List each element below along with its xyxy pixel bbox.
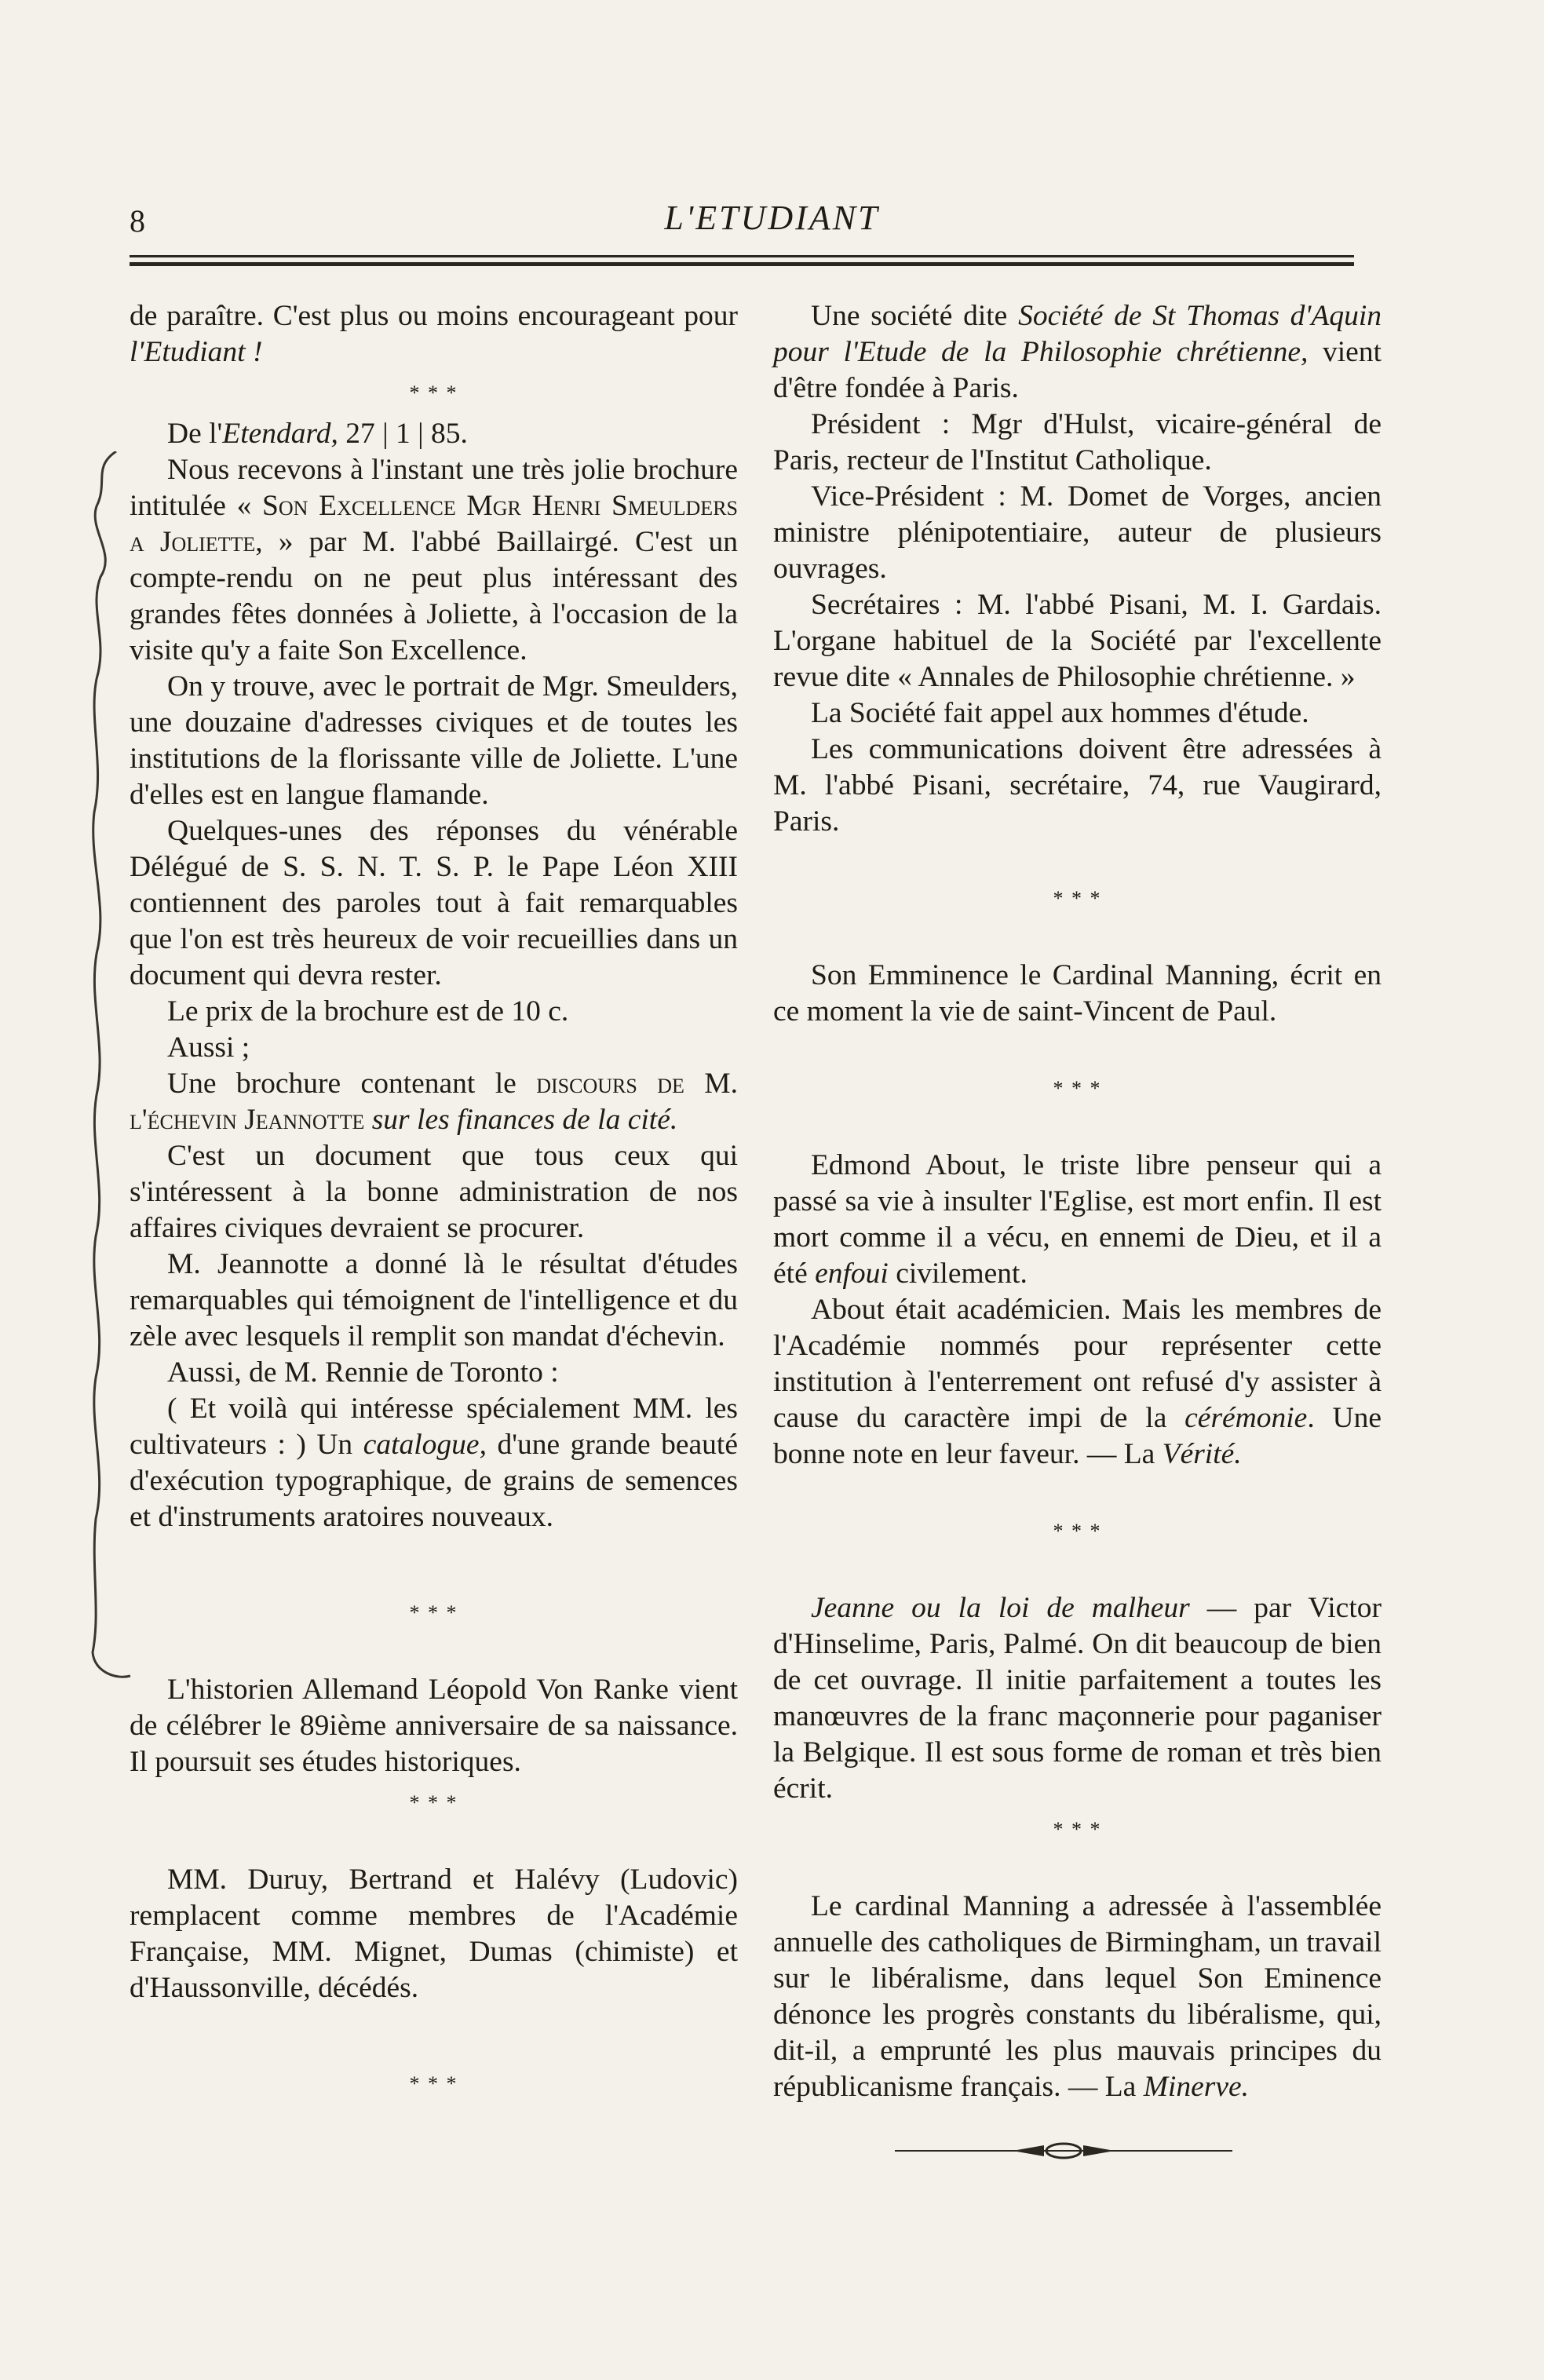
paragraph: Une société dite Société de St Thomas d'Aquin pour l'Etude de la Philosophie chrétienne, vient d'être fondée à Paris.	[773, 300, 1382, 404]
section-stars: * * *	[1053, 1818, 1102, 1841]
paragraph: Secrétaires : M. l'abbé Pisani, M. I. Gardais. L'organe habituel de la Société par l'excellente revue dite « Annales de Philosophie chrétienne. »	[773, 589, 1382, 693]
section-stars: * * *	[1053, 887, 1102, 910]
paragraph: Jeanne ou la loi de malheur — par Victor d'Hinselime, Paris, Palmé. On dit beaucoup de bien de cet ouvrage. Il initie parfaitement a toutes les manœuvres de la franc maçonnerie pour paganiser la Belgique. Il est sous forme de roman et très bien écrit.	[773, 1592, 1382, 1805]
section-stars: * * *	[409, 381, 458, 404]
paragraph: Président : Mgr d'Hulst, vicaire-général de Paris, recteur de l'Institut Catholique.	[773, 408, 1382, 476]
left-column	[130, 298, 738, 2107]
paragraph: Le prix de la brochure est de 10 c.	[167, 995, 569, 1028]
paragraph: MM. Duruy, Bertrand et Halévy (Ludovic) remplacent comme membres de l'Académie Française, MM. Mignet, Dumas (chimiste) et d'Haussonville, décédés.	[130, 1863, 738, 2004]
paragraph: M. Jeannotte a donné là le résultat d'études remarquables qui témoignent de l'intelligence et du zèle avec lesquels il remplit son mandat d'échevin.	[130, 1248, 738, 1352]
paragraph: About était académicien. Mais les membres de l'Académie nommés pour représenter cette institution à l'enterrement ont refusé d'y assister à cause du caractère impi de la cérémonie. Une bonne note en leur faveur. — La Vérité.	[773, 1294, 1382, 1470]
paragraph: C'est un document que tous ceux qui s'intéressent à la bonne administration de nos affaires civiques devraient se procurer.	[130, 1140, 738, 1244]
section-stars: * * *	[409, 2072, 458, 2095]
section-stars: * * *	[409, 1601, 458, 1624]
section-stars: * * *	[1053, 1077, 1102, 1100]
paragraph: ( Et voilà qui intéresse spécialement MM. les cultivateurs : ) Un catalogue, d'une grande beauté d'exécution typographique, de grains de semences et d'instruments aratoires nouveaux.	[130, 1393, 738, 1533]
page-number: 8	[130, 203, 145, 239]
section-stars: * * *	[1053, 1520, 1102, 1542]
paragraph: L'historien Allemand Léopold Von Ranke vient de célébrer le 89ième anniversaire de sa naissance. Il poursuit ses études historiques.	[130, 1674, 738, 1778]
paragraph: Aussi, de M. Rennie de Toronto :	[167, 1356, 559, 1389]
paragraph: Nous recevons à l'instant une très jolie brochure intitulée « Son Excellence Mgr Henri Smeulders a Joliette, » par M. l'abbé Baillairgé. C'est un compte-rendu on ne peut plus intéressant des grandes fêtes données à Joliette, à l'occasion de la visite qu'y a faite Son Excellence.	[130, 454, 738, 666]
end-ornament	[895, 2139, 1232, 2163]
paragraph: Le cardinal Manning a adressée à l'assemblée annuelle des catholiques de Birmingham, un travail sur le libéralisme, dans lequel Son Eminence dénonce les progrès constants du libéralisme, qui, dit-il, a emprunté les plus mauvais principes du républicanisme français. — La Minerve.	[773, 1890, 1382, 2103]
paragraph: Quelques-unes des réponses du vénérable Délégué de S. S. N. T. S. P. le Pape Léon XIII contiennent des paroles tout à fait remarquables que l'on est très heureux de voir recueillies dans un document qui devra rester.	[130, 815, 738, 991]
paragraph: de paraître. C'est plus ou moins encourageant pour l'Etudiant !	[130, 300, 738, 368]
handwritten-bracket-mark	[85, 451, 132, 1684]
paragraph: Edmond About, le triste libre penseur qui a passé sa vie à insulter l'Eglise, est mort enfin. Il est mort comme il a vécu, en ennemi de Dieu, et il a été enfoui civilement.	[773, 1149, 1382, 1290]
paragraph: Aussi ;	[167, 1031, 250, 1064]
paragraph: De l'Etendard, 27 | 1 | 85.	[167, 418, 468, 450]
paragraph: Une brochure contenant le discours de M. l'échevin Jeannotte sur les finances de la cité.	[130, 1068, 739, 1136]
paragraph: On y trouve, avec le portrait de Mgr. Smeulders, une douzaine d'adresses civiques et de toutes les institutions de la florissante ville de Joliette. L'une d'elles est en langue flamande.	[130, 670, 738, 811]
running-title: L'ETUDIANT	[664, 199, 880, 237]
paragraph: La Société fait appel aux hommes d'étude.	[811, 697, 1309, 729]
section-stars: * * *	[409, 1791, 458, 1814]
right-column	[773, 298, 1382, 2105]
header-rule-thin	[130, 255, 1354, 257]
paragraph: Son Emminence le Cardinal Manning, écrit en ce moment la vie de saint-Vincent de Paul.	[773, 959, 1382, 1028]
paragraph: Les communications doivent être adressées à M. l'abbé Pisani, secrétaire, 74, rue Vaugirard, Paris.	[773, 733, 1382, 838]
paragraph: Vice-Président : M. Domet de Vorges, ancien ministre plénipotentiaire, auteur de plusieurs ouvrages.	[773, 480, 1382, 585]
header-rule-thick	[130, 262, 1354, 266]
